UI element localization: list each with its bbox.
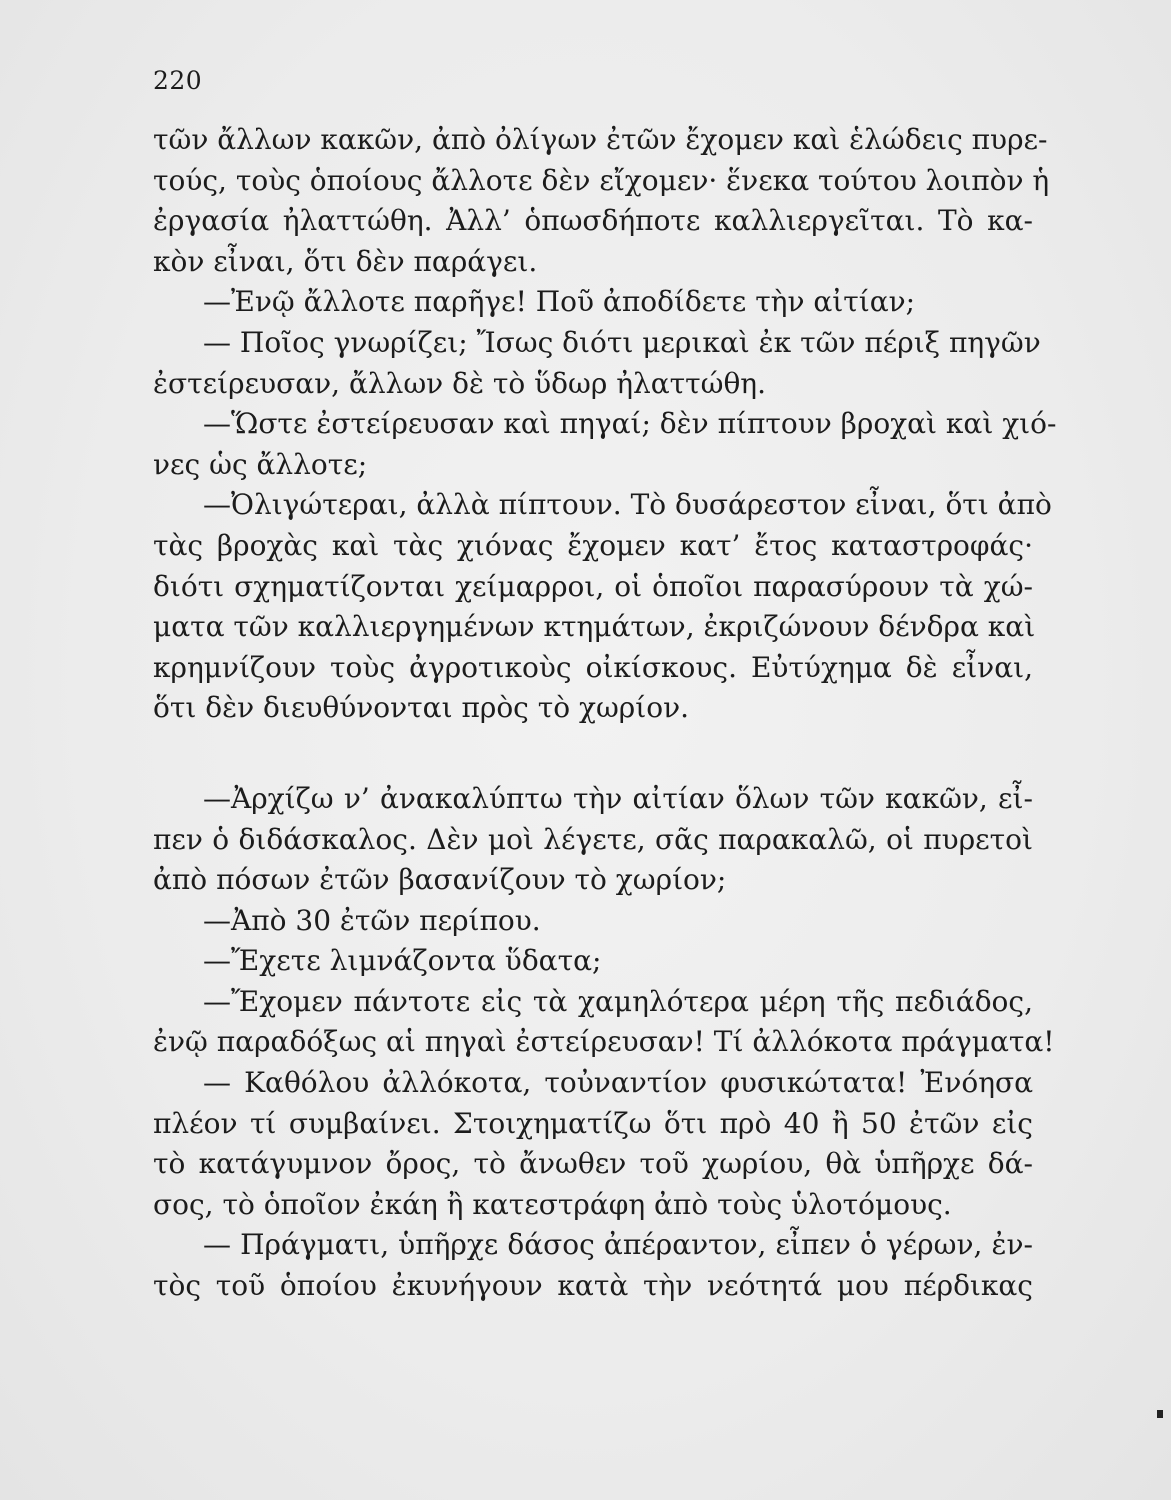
text-line: τούς, τοὺς ὁποίους ἄλλοτε δὲν εἴχομεν· ἕνεκα τούτου λοιπὸν ἡ bbox=[153, 163, 1050, 197]
section-gap bbox=[153, 729, 1033, 779]
text-line: ματα τῶν καλλιεργημένων κτημάτων, ἐκριζώνουν δένδρα καὶ bbox=[153, 610, 1036, 644]
text-line: τῶν ἄλλων κακῶν, ἀπὸ ὀλίγων ἐτῶν ἔχομεν καὶ ἑλώδεις πυρε- bbox=[153, 123, 1048, 156]
text-line: τὸ κατάγυμνον ὄρος, τὸ ἄνωθεν τοῦ χωρίου, θὰ ὑπῆρχε δά- bbox=[153, 1147, 1033, 1181]
page-number: 220 bbox=[153, 66, 203, 95]
text-line: —Ὀλιγώτεραι, ἀλλὰ πίπτουν. Τὸ δυσάρεστον εἶναι, ὅτι ἀπὸ bbox=[203, 488, 1052, 522]
text-line: σος, τὸ ὁποῖον ἐκάη ἢ κατεστράφη ἀπὸ τοὺς ὑλοτόμους. bbox=[153, 1187, 952, 1221]
body-text bbox=[153, 120, 1057, 1307]
text-line: ἐργασία ἠλαττώθη. Ἀλλ’ ὁπωσδήποτε καλλιεργεῖται. Τὸ κα- bbox=[153, 204, 1033, 238]
text-line: —Ἔχετε λιμνάζοντα ὕδατα; bbox=[203, 944, 602, 978]
text-line: ἀπὸ πόσων ἐτῶν βασανίζουν τὸ χωρίον; bbox=[153, 863, 727, 897]
text-line: νες ὡς ἄλλοτε; bbox=[153, 447, 368, 481]
text-line: τὰς βροχὰς καὶ τὰς χιόνας ἔχομεν κατ’ ἔτος καταστροφάς· bbox=[153, 528, 1033, 562]
text-line: —Ἀπὸ 30 ἐτῶν περίπου. bbox=[203, 903, 541, 937]
text-line: τὸς τοῦ ὁποίου ἐκυνήγουν κατὰ τὴν νεότητά μου πέρδικας bbox=[153, 1269, 1033, 1303]
text-line: διότι σχηματίζονται χείμαρροι, οἱ ὁποῖοι παρασύρουν τὰ χώ- bbox=[153, 569, 1033, 603]
text-line: — Καθόλου ἀλλόκοτα, τοὐναντίον φυσικώτατα! Ἐνόησα bbox=[203, 1066, 1033, 1100]
text-line: —Ἔχομεν πάντοτε εἰς τὰ χαμηλότερα μέρη τῆς πεδιάδος, bbox=[203, 984, 1033, 1018]
text-line: κὸν εἶναι, ὅτι δὲν παράγει. bbox=[153, 244, 538, 278]
text-line: —Ἀρχίζω ν’ ἀνακαλύπτω τὴν αἰτίαν ὅλων τῶν κακῶν, εἶ- bbox=[203, 781, 1033, 815]
text-line: ὅτι δὲν διευθύνονται πρὸς τὸ χωρίον. bbox=[153, 691, 690, 725]
text-line: ἐνῷ παραδόξως αἱ πηγαὶ ἐστείρευσαν! Τί ἀλλόκοτα πράγματα! bbox=[153, 1025, 1055, 1059]
text-line: πλέον τί συμβαίνει. Στοιχηματίζω ὅτι πρὸ 40 ἢ 50 ἐτῶν εἰς bbox=[153, 1106, 1033, 1140]
text-line: — Ποῖος γνωρίζει; Ἴσως διότι μερικαὶ ἐκ τῶν πέριξ πηγῶν bbox=[203, 325, 1041, 359]
text-line: —Ἐνῷ ἄλλοτε παρῆγε! Ποῦ ἀποδίδετε τὴν αἰτίαν; bbox=[203, 285, 916, 319]
text-line: — Πράγματι, ὑπῆρχε δάσος ἀπέραντον, εἶπεν ὁ γέρων, ἐν- bbox=[203, 1228, 1033, 1262]
scan-edge-mark bbox=[1157, 1410, 1163, 1418]
text-line: ἐστείρευσαν, ἄλλων δὲ τὸ ὕδωρ ἠλαττώθη. bbox=[153, 366, 766, 400]
text-line: —Ὥστε ἐστείρευσαν καὶ πηγαί; δὲν πίπτουν βροχαὶ καὶ χιό- bbox=[203, 407, 1057, 441]
text-line: κρημνίζουν τοὺς ἀγροτικοὺς οἰκίσκους. Εὐτύχημα δὲ εἶναι, bbox=[153, 650, 1033, 684]
text-line: πεν ὁ διδάσκαλος. Δὲν μοὶ λέγετε, σᾶς παρακαλῶ, οἱ πυρετοὶ bbox=[153, 822, 1033, 856]
